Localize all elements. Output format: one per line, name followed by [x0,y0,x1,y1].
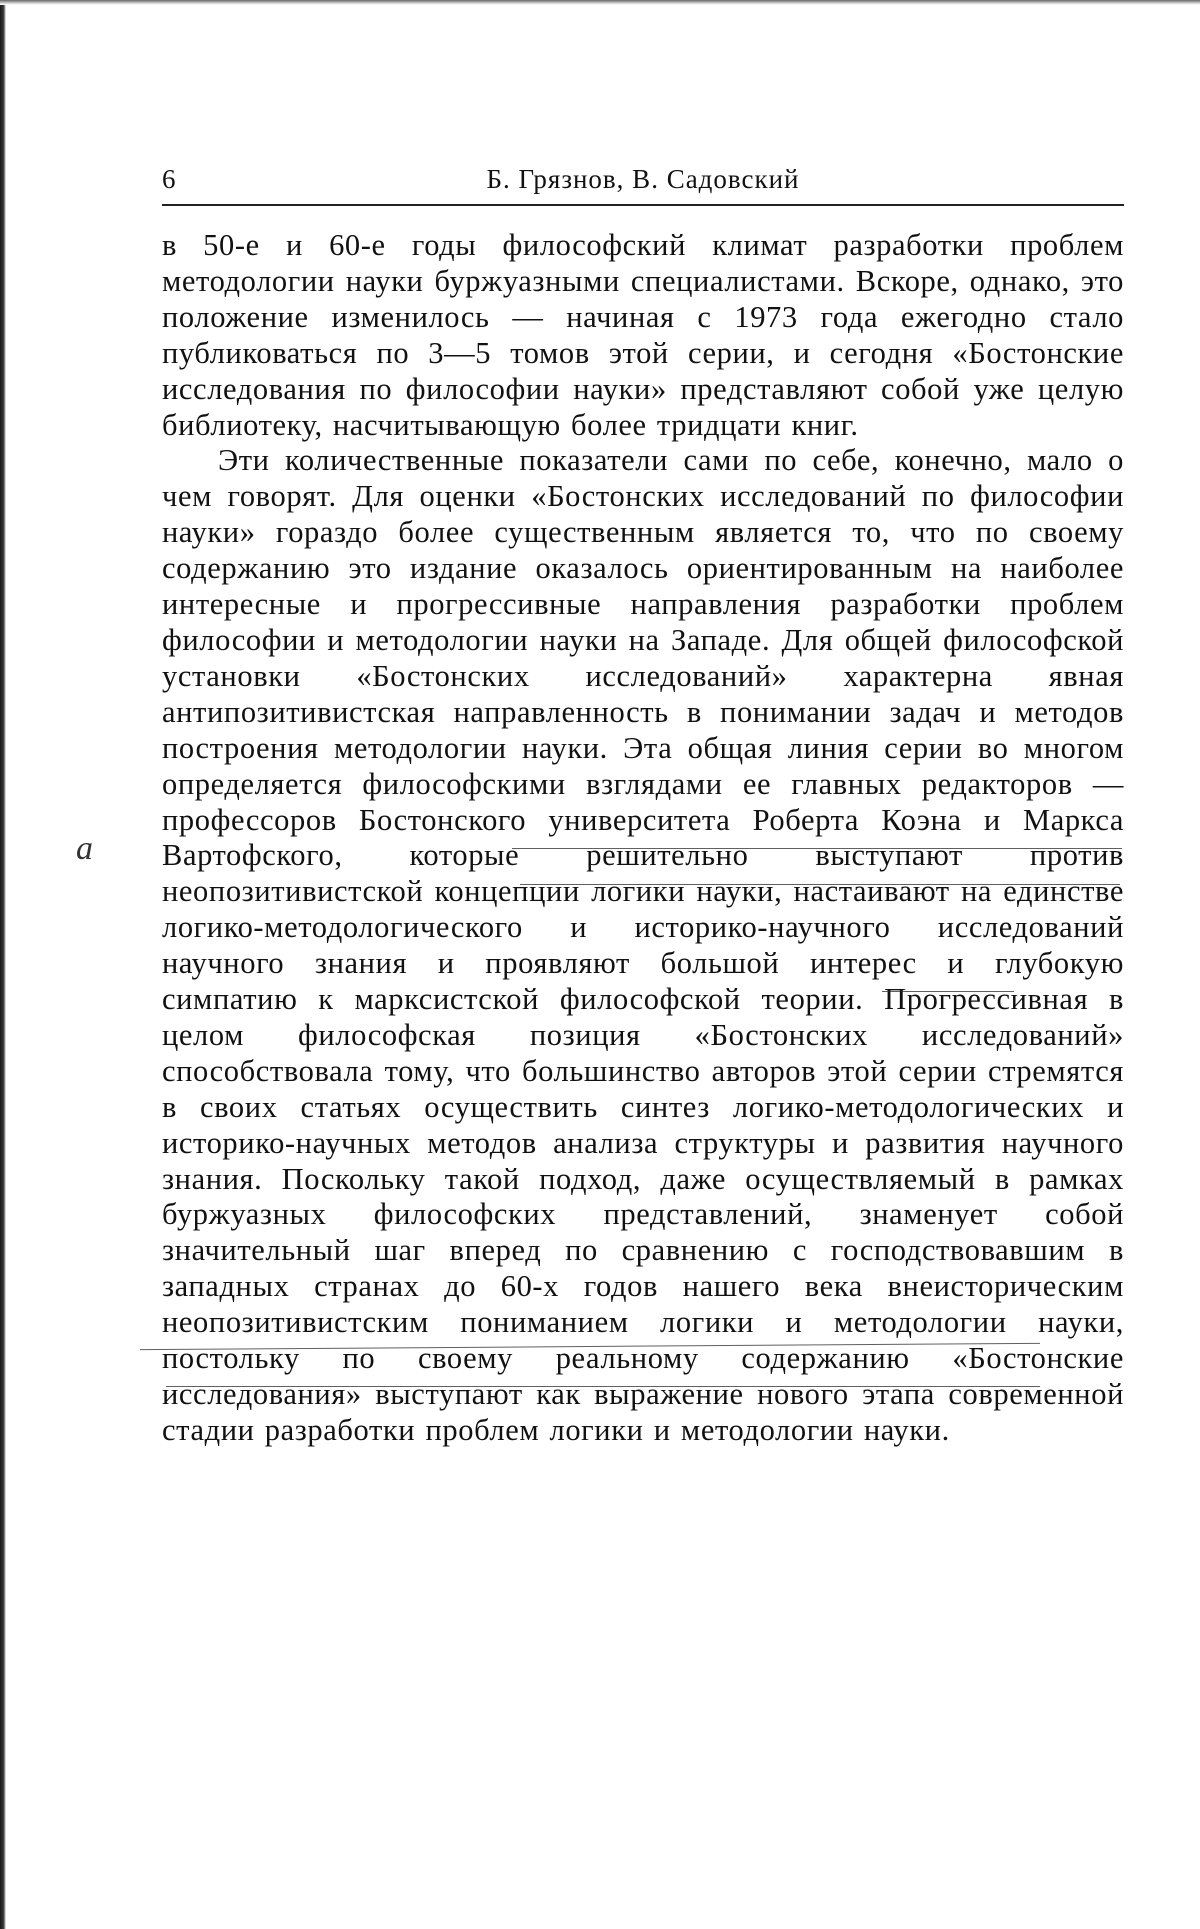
pencil-underline [512,848,1122,849]
paragraph-1: в 50-е и 60-е годы философский климат разработки проблем методологии науки буржуазными специалистами. Вскоре, однако, это положение изменилось — начиная с 1973 года ежегодно стало публиковаться по 3—5 томов этой серии, и сегодня «Бостонские исследования по философии науки» представляют собой уже целую библиотеку, насчитывающую более тридцати книг. [162,228,1124,442]
running-head [162,160,1124,204]
header-rule [162,204,1124,206]
margin-pencil-mark: a [76,830,93,867]
pencil-underline [520,884,1120,885]
page-number: 6 [162,164,177,194]
paragraph-2: Эти количественные показатели сами по себе, конечно, мало о чем говорят. Для оценки «Бостонских исследований по философии науки» гораздо более существенным является то, что по своему содержанию это издание оказалось ориентированным на наиболее интересные и прогрессивные направления разработки проблем философии и методологии науки на Западе. Для общей философской установки «Бостонских исследований» характерна явная антипозитивистская направленность в понимании задач и методов построения методологии науки. Эта общая линия серии во многом определяется философскими взглядами ее главных редакторов — профессоров Бостонского университета Роберта Коэна и Маркса Вартофского, которые решительно выступают против неопозитивистской концепции логики науки, настаивают на единстве логико-методологического и историко-научного исследований научного знания и проявляют большой интерес и глубокую симпатию к марксистской философской теории. Прогрессивная в целом философская позиция «Бостонских исследований» способствовала тому, что большинство авторов этой серии стремятся в своих статьях осуществить синтез логико-методологических и историко-научных методов анализа структуры и развития научного знания. Поскольку такой подход, даже осуществляемый в рамках буржуазных философских представлений, знаменует собой значительный шаг вперед по сравнению с господствовавшим в западных странах до 60-х годов нашего века внеисторическим неопозитивистским пониманием логики и методологии науки, постольку по своему реальному содержанию «Бостонские исследования» выступают как выражение нового этапа современной стадии разработки проблем логики и методологии науки. [162,443,1124,1447]
book-page [162,160,1124,1449]
scan-edge-top [0,0,1200,5]
pencil-underline [166,1386,1040,1387]
header-title: Б. Грязнов, В. Садовский [486,164,800,194]
scan-edge-left [0,0,6,1929]
pencil-underline [882,991,1014,992]
body-text [162,228,1124,1449]
